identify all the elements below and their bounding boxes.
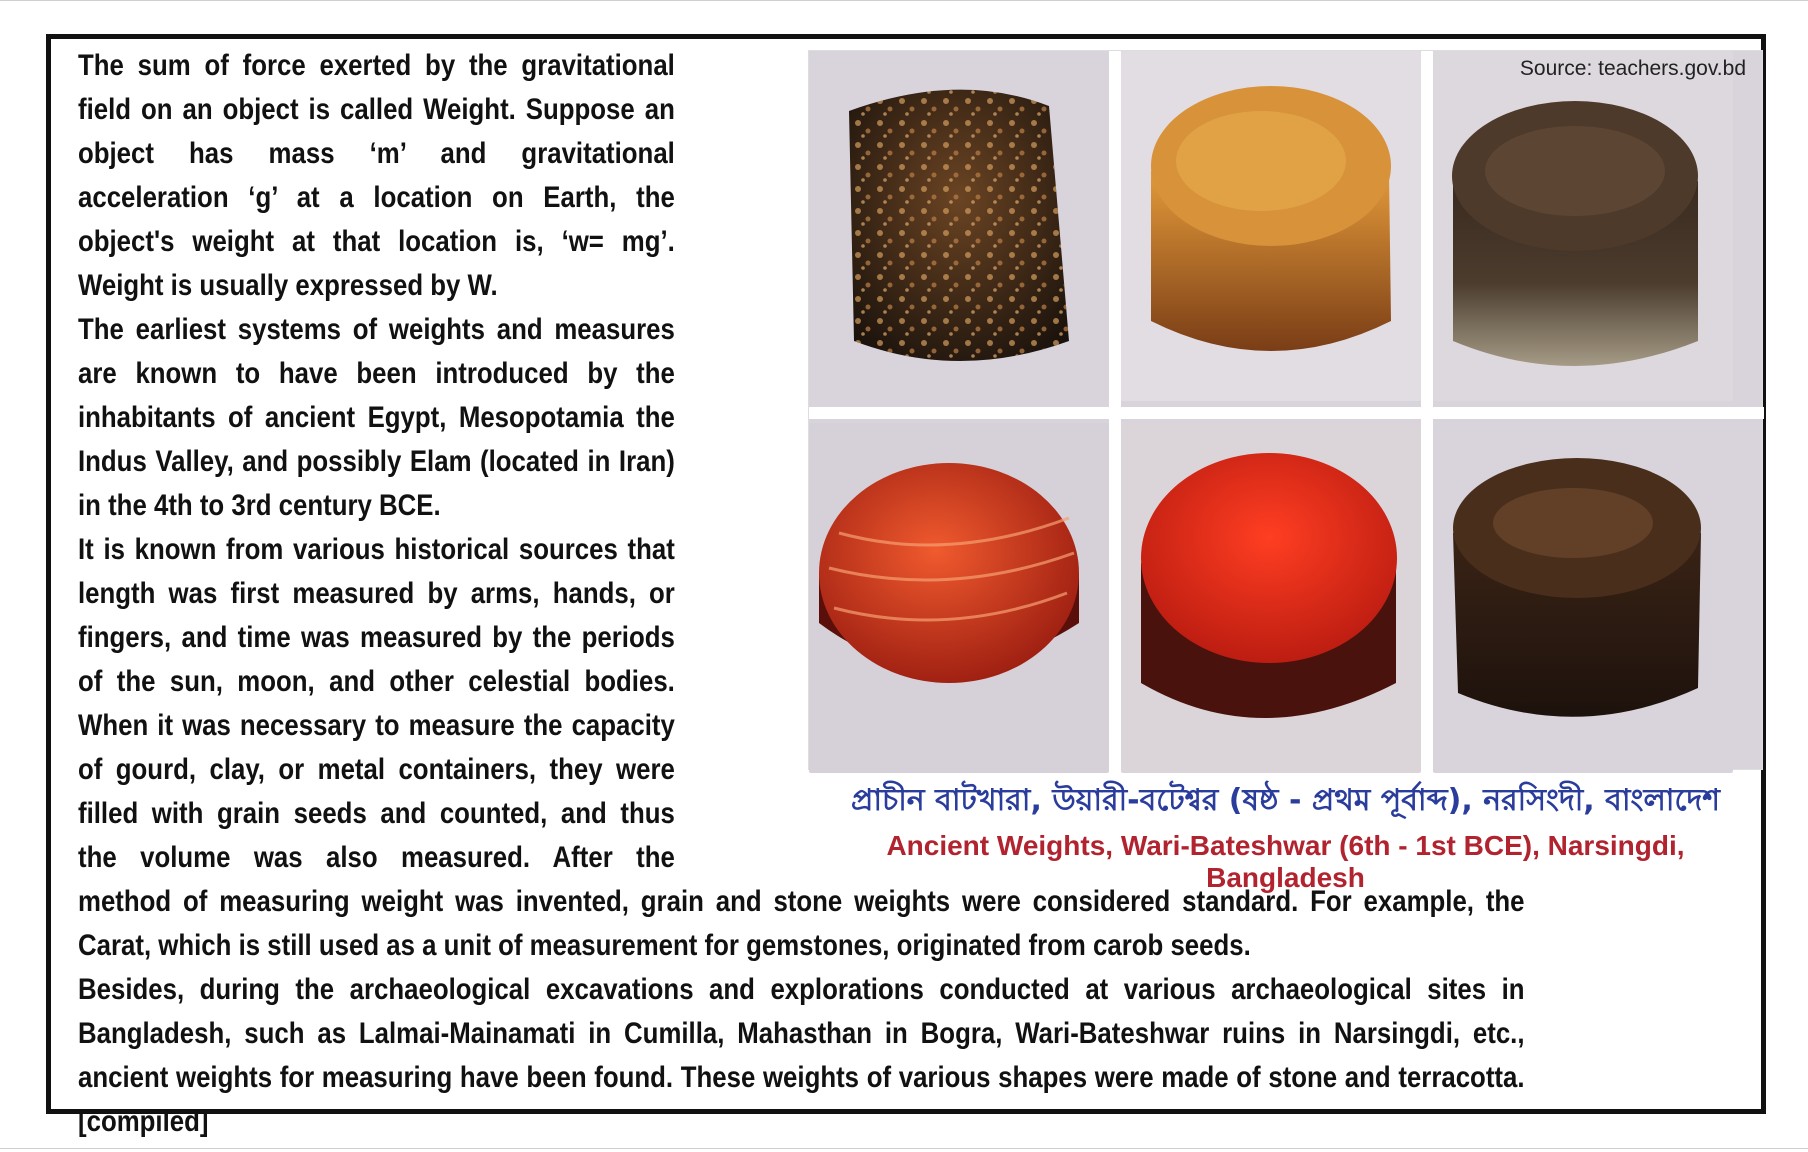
weight-photo-5 — [1121, 423, 1421, 773]
paragraph-weight-definition: The sum of force exerted by the gravitational field on an object is called Weight. Suppose an object has mass ‘m’ and gravitational acceleration ‘g’ at a location on Earth, the object's weight at that location is, ‘w= mg’. Weight is usually expressed by W. — [78, 49, 675, 302]
bottom-rule — [0, 1148, 1808, 1149]
caption-english: Ancient Weights, Wari-Bateshwar (6th - 1st BCE), Narsingdi, Bangladesh — [886, 830, 1685, 893]
image-source: Source: teachers.gov.bd — [1519, 57, 1746, 80]
paragraph-earliest-systems: The earliest systems of weights and measures are known to have been introduced by the inhabitants of ancient Egypt, Mesopotamia the Indus Valley, and possibly Elam (located in Iran) in the 4th to 3rd century BCE. — [78, 313, 675, 522]
weight-photo-1 — [809, 51, 1109, 401]
photo-grid — [808, 50, 1763, 770]
paragraph-bangladesh-finds: Besides, during the archaeological excavations and explorations conducted at various archaeological sites in Bangladesh, such as Lalmai-Mainamati in Cumilla, Mahasthan in Bogra, Wari-Bateshwar ruins in Narsingdi, etc., ancient weights for measuring have been found. These weights of various shapes were made of stone and terracotta. [compiled] — [78, 973, 1525, 1138]
ancient-weights-figure — [808, 50, 1763, 770]
paragraph-historical-sources: It is known from various historical sources that length was first measured by arms, hands, or fingers, and time was measured by the periods of the sun, moon, and other celestial bodies. When it was necessary to measure the capacity of gourd, clay, or metal containers, they were filled with grain seeds and counted, and thus the volume was also measured. After the method of measuring weight was invented, grain and stone weights were considered standard. For example, the Carat, which is still used as a unit of measurement for gemstones, originated from carob seeds. — [78, 533, 1525, 962]
weight-photo-6 — [1433, 423, 1733, 773]
top-rule — [0, 0, 1808, 1]
weight-photo-3 — [1433, 51, 1733, 401]
grid-gutter — [809, 407, 1764, 419]
weight-photo-4 — [809, 423, 1109, 773]
weight-photo-2 — [1121, 51, 1421, 401]
caption-bengali: প্রাচীন বাটখারা, উয়ারী-বটেশ্বর (ষষ্ঠ - প্রথম পূর্বাব্দ), নরসিংদী, বাংলাদেশ — [850, 783, 1721, 818]
